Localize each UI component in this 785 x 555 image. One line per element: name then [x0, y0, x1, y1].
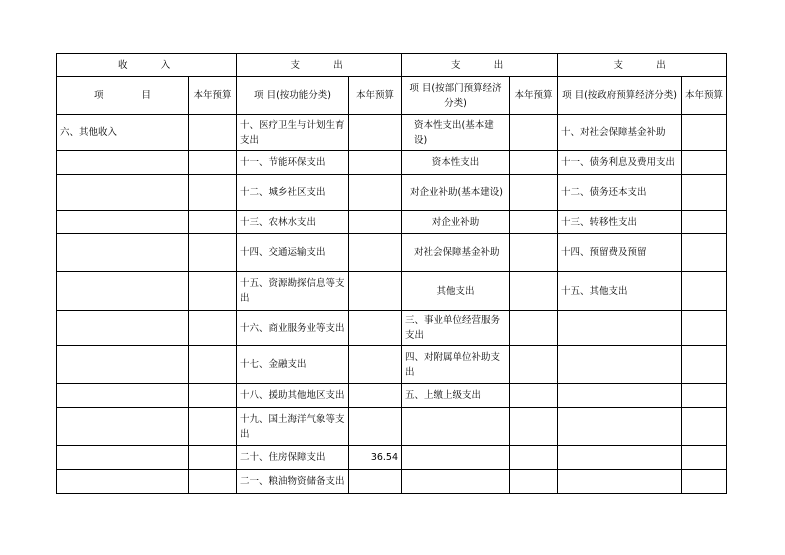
table-row [57, 446, 727, 470]
gov-amount [682, 175, 727, 211]
dept-amount [510, 470, 558, 494]
income-amount [189, 384, 237, 408]
gov-amount [682, 311, 727, 346]
gov-item: 十三、转移性支出 [558, 211, 682, 234]
function-amount [349, 470, 402, 494]
function-item: 十四、交通运输支出 [237, 234, 349, 272]
function-amount [349, 311, 402, 346]
table-row [57, 311, 727, 346]
function-amount [349, 408, 402, 446]
header-income: 收 入 [57, 54, 237, 77]
income-item [57, 408, 189, 446]
income-amount [189, 151, 237, 175]
table-row [57, 470, 727, 494]
income-item [57, 446, 189, 470]
gov-item: 十二、债务还本支出 [558, 175, 682, 211]
income-amount [189, 408, 237, 446]
gov-amount [682, 446, 727, 470]
dept-item [402, 470, 510, 494]
income-amount [189, 234, 237, 272]
income-amount [189, 311, 237, 346]
gov-item [558, 408, 682, 446]
function-item: 十六、商业服务业等支出 [237, 311, 349, 346]
function-item: 二十、住房保障支出 [237, 446, 349, 470]
table-row [57, 234, 727, 272]
dept-amount [510, 272, 558, 311]
header-spend-function: 支 出 [237, 54, 402, 77]
header-spend-gov: 支 出 [558, 54, 727, 77]
function-item: 十五、资源勘探信息等支出 [237, 272, 349, 311]
dept-amount [510, 211, 558, 234]
function-item: 十一、节能环保支出 [237, 151, 349, 175]
dept-item: 对企业补助 [402, 211, 510, 234]
table-row [57, 272, 727, 311]
gov-item: 十一、债务利息及费用支出 [558, 151, 682, 175]
table-row [57, 115, 727, 151]
income-item [57, 470, 189, 494]
income-item [57, 346, 189, 384]
header-item: 项 目 [57, 77, 189, 115]
header-by-dept-econ: 项 目(按部门预算经济分类) [402, 77, 510, 115]
income-item [57, 151, 189, 175]
dept-amount [510, 151, 558, 175]
dept-item: 资本性支出(基本建设) [402, 115, 510, 151]
gov-amount [682, 234, 727, 272]
dept-amount [510, 408, 558, 446]
function-amount [349, 272, 402, 311]
dept-amount [510, 234, 558, 272]
gov-item [558, 311, 682, 346]
dept-amount [510, 175, 558, 211]
table-row [57, 211, 727, 234]
gov-amount [682, 151, 727, 175]
dept-item: 资本性支出 [402, 151, 510, 175]
function-amount [349, 115, 402, 151]
income-amount [189, 470, 237, 494]
income-item [57, 272, 189, 311]
table-row [57, 408, 727, 446]
function-item: 二一、粮油物资储备支出 [237, 470, 349, 494]
dept-item: 四、对附属单位补助支出 [402, 346, 510, 384]
header-budget: 本年预算 [349, 77, 402, 115]
header-budget: 本年预算 [682, 77, 727, 115]
gov-amount [682, 211, 727, 234]
function-amount [349, 384, 402, 408]
gov-amount [682, 346, 727, 384]
income-amount [189, 272, 237, 311]
dept-item: 五、上缴上级支出 [402, 384, 510, 408]
income-item [57, 175, 189, 211]
dept-amount [510, 311, 558, 346]
gov-item: 十四、预留费及预留 [558, 234, 682, 272]
gov-item: 十、对社会保障基金补助 [558, 115, 682, 151]
income-item [57, 234, 189, 272]
gov-amount [682, 384, 727, 408]
function-amount [349, 234, 402, 272]
gov-amount [682, 408, 727, 446]
income-item [57, 311, 189, 346]
function-amount [349, 175, 402, 211]
gov-amount [682, 470, 727, 494]
dept-item [402, 408, 510, 446]
function-amount [349, 211, 402, 234]
income-item: 六、其他收入 [57, 115, 189, 151]
gov-item: 十五、其他支出 [558, 272, 682, 311]
gov-item [558, 384, 682, 408]
dept-amount [510, 446, 558, 470]
income-amount [189, 446, 237, 470]
income-item [57, 384, 189, 408]
dept-item [402, 446, 510, 470]
header-by-gov-econ: 项 目(按政府预算经济分类) [558, 77, 682, 115]
header-budget: 本年预算 [510, 77, 558, 115]
dept-amount [510, 346, 558, 384]
function-item: 十九、国土海洋气象等支出 [237, 408, 349, 446]
function-amount [349, 346, 402, 384]
function-item: 十八、援助其他地区支出 [237, 384, 349, 408]
budget-table [56, 53, 727, 494]
function-item: 十、医疗卫生与计划生育支出 [237, 115, 349, 151]
table-row [57, 151, 727, 175]
income-item [57, 211, 189, 234]
dept-amount [510, 115, 558, 151]
income-amount [189, 346, 237, 384]
header-spend-dept: 支 出 [402, 54, 558, 77]
function-item: 十二、城乡社区支出 [237, 175, 349, 211]
income-amount [189, 115, 237, 151]
function-amount: 36.54 [349, 446, 402, 470]
function-item: 十三、农林水支出 [237, 211, 349, 234]
gov-amount [682, 272, 727, 311]
function-item: 十七、金融支出 [237, 346, 349, 384]
gov-item [558, 346, 682, 384]
dept-item: 其他支出 [402, 272, 510, 311]
table-row [57, 175, 727, 211]
dept-item: 对企业补助(基本建设) [402, 175, 510, 211]
table-row [57, 384, 727, 408]
header-row-1 [57, 54, 727, 77]
header-row-2 [57, 77, 727, 115]
income-amount [189, 211, 237, 234]
header-budget: 本年预算 [189, 77, 237, 115]
dept-item: 三、事业单位经营服务支出 [402, 311, 510, 346]
income-amount [189, 175, 237, 211]
table-row [57, 346, 727, 384]
gov-item [558, 470, 682, 494]
header-by-function: 项 目(按功能分类) [237, 77, 349, 115]
dept-amount [510, 384, 558, 408]
function-amount [349, 151, 402, 175]
dept-item: 对社会保障基金补助 [402, 234, 510, 272]
gov-amount [682, 115, 727, 151]
gov-item [558, 446, 682, 470]
